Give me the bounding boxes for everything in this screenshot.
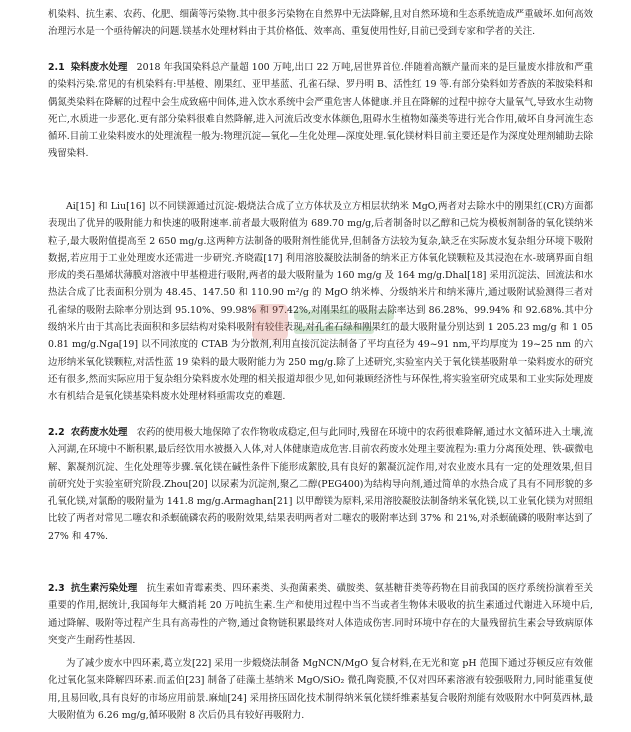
section-2-2-paragraph — [48, 424, 593, 545]
section-2-3-paragraph-1 — [48, 580, 593, 649]
section-2-3-number: 2.3 — [48, 583, 65, 594]
section-2-1-title: 染料废水处理 — [70, 62, 128, 73]
section-2-1-text-1: 2018 年我国染料总产量超 100 万吨,出口 22 万吨,居世界首位.伴随着高额产量而来的是巨量废水排放和严重的染料污染.常见的有机染料有:甲基橙、刚果红、亚甲基蓝、孔雀石绿、罗丹明 B、活性红 19 等.有部分染料如芳香族的苯胺染料和偶氮类染料在降解的过程中会生成致癌中间体,进入饮水系统中会严重危害人体健康.并且在降解的过程中掠夺大量氧气,导致水生动物死亡,水质进一步恶化.更有部分染料很难自然降解,进入河流后改变水体颜色,阻碍水生植物如藻类等进行光合作用,破坏自身河流生态循环.目前工业染料废水的处理流程一般为:物理沉淀—氧化—生化处理—深度处理.氧化镁材料目前主要还是作为深度处理剂辅助去除残留染料. — [48, 62, 593, 160]
intro-paragraph — [48, 6, 593, 41]
section-2-2-title: 农药废水处理 — [70, 427, 128, 438]
section-2-3-paragraph-2 — [48, 655, 593, 724]
section-2-2-text: 农药的使用极大地保障了农作物收成稳定,但与此同时,残留在环境中的农药很难降解,通过水文循环进入土壤,流入河湖,在环境中不断积累,最后经饮用水被摄入人体,对人体健康造成危害.目前农药废水处理主要流程为:重力分离预处理、铁-碳微电解、絮凝剂沉淀、生化处理等步骤.氧化镁在碱性条件下能形成絮胶,具有良好的絮凝沉淀作用,对农业废水具有一定的处理效果,但目前研究处于实验室研究阶段.Zhou[20] 以尿素为沉淀剂,聚乙二醇(PEG400)为结构导向剂,通过简单的水热合成了具有不同形貌的多孔氧化镁,对氯酚的吸附量为 141.8 mg/g.Armaghan[21] 以甲醇镁为原料,采用溶胶凝胶法制备纳米氧化镁,以工业氧化镁为对照组比较了两者对常见二噻农和杀螟硫磷农药的吸附效果,结果表明两者对二噻农的吸附率达到 37% 和 21%,对杀螟硫磷的吸附率达到了 27% 和 47%. — [48, 427, 593, 542]
section-2-2-number: 2.2 — [48, 427, 65, 438]
section-2-1-text-2: Ai[15] 和 Liu[16] 以不同镁源通过沉淀-煅烧法合成了立方体状及立方相层状纳米 MgO,两者对去除水中的刚果红(CR)方面都表现出了优异的吸附能力和快速的吸附速率.前者最大吸附值为 689.70 mg/g,后者制备时以乙醇和己烷为模板剂制备的氧化镁纳米粒子,最大吸附值提高至 2 650 mg/g.这两种方法制备的吸附剂性能优异,但制备方法较为复杂,缺乏在实际废水复杂组分环境下吸附数据,若应用于工业处理废水还需进一步研究.齐晓霞[17] 利用溶胶凝胶法制备的纳米正方体氧化镁颗粒及其浸泡在水-玻璃界面自组形成的类石墨烯状薄膜对溶液中甲基橙进行吸附,两者的最大吸附量为 160 mg/g 及 164 mg/g.Dhal[18] 采用沉淀法、回流法和水热法合成了比表面积分别为 48.45、147.50 和 110.90 m²/g 的 MgO 纳米棒、分级纳米片和纳米薄片,通过吸附试验测得三者对孔雀绿的吸附去除率分别达到 95.10%、99.98% 和 97.42%,对刚果红的吸附去除率达到 86.28%、99.94% 和 92.68%.其中分级纳米片由于其高比表面积和多层结构对染料吸附有较佳表现,对孔雀石绿和刚果红的最大吸附量分别达到 1 205.23 mg/g 和 1 050.81 mg/g.Nga[19] 以不同浓度的 CTAB 为分散剂,利用直接沉淀法制备了平均直径为 49~91 nm,平均厚度为 19~25 nm 的六边形纳米氧化镁颗粒,对活性蓝 19 染料的最大吸附能力为 250 mg/g.除了上述研究,实验室内关于氧化镁基吸附单一染料废水的研究还有很多,然而实际应用于复杂组分染料废水处理的相关报道却很少见,如何兼顾经济性与环保性,将实验室研究成果和工业实际处理废水有机结合是氧化镁基染料废水处理材料亟需攻克的难题. — [48, 201, 593, 403]
section-2-1-paragraph-1 — [48, 59, 593, 163]
section-2-1-number: 2.1 — [48, 62, 65, 73]
intro-text: 机染料、抗生素、农药、化肥、细菌等污染物.其中很多污染物在自然界中无法降解,且对自然环境和生态系统造成严重破坏.如何高效治理污水是一个亟待解决的问题.镁基水处理材料由于其价格低、效率高、重复使用性好,目前已受到专家和学者的关注. — [48, 9, 593, 38]
section-2-1-paragraph-2 — [48, 198, 593, 406]
section-2-3-text-2: 为了减少废水中四环素,葛立发[22] 采用一步煅烧法制备 MgNCN/MgO 复合材料,在无光和宽 pH 范围下通过芬顿反应有效催化过氧化氢来降解四环素.而孟伯[23] 制备了硅藻土基纳米 MgO/SiO₂ 微孔陶瓷膜,不仅对四环素溶液有较强吸附力,同时能重复使用,且易回收,具有良好的市场应用前景.麻灿[24] 采用挤压固化技术制得纳米氧化镁纤维素基复合吸附剂能有效吸附水中阿莫西林,最大吸附值为 6.26 mg/g,循环吸附 8 次后仍具有较好再吸附力. — [48, 658, 593, 721]
section-2-3-title: 抗生素污染处理 — [70, 583, 138, 594]
section-2-3-text-1: 抗生素如青霉素类、四环素类、头孢菌素类、磺胺类、氨基糖苷类等药物在目前我国的医疗系统扮演着至关重要的作用,据统计,我国每年大概消耗 20 万吨抗生素.生产和使用过程中当不当或者生物体未吸收的抗生素通过代谢进入环境中后,通过降解、吸附等过程产生具有高毒性的产物,通过食物链积累最终对人体造成伤害.同时环境中存在的大量残留抗生素会导致病原体突变产生耐药性基因. — [48, 583, 593, 646]
